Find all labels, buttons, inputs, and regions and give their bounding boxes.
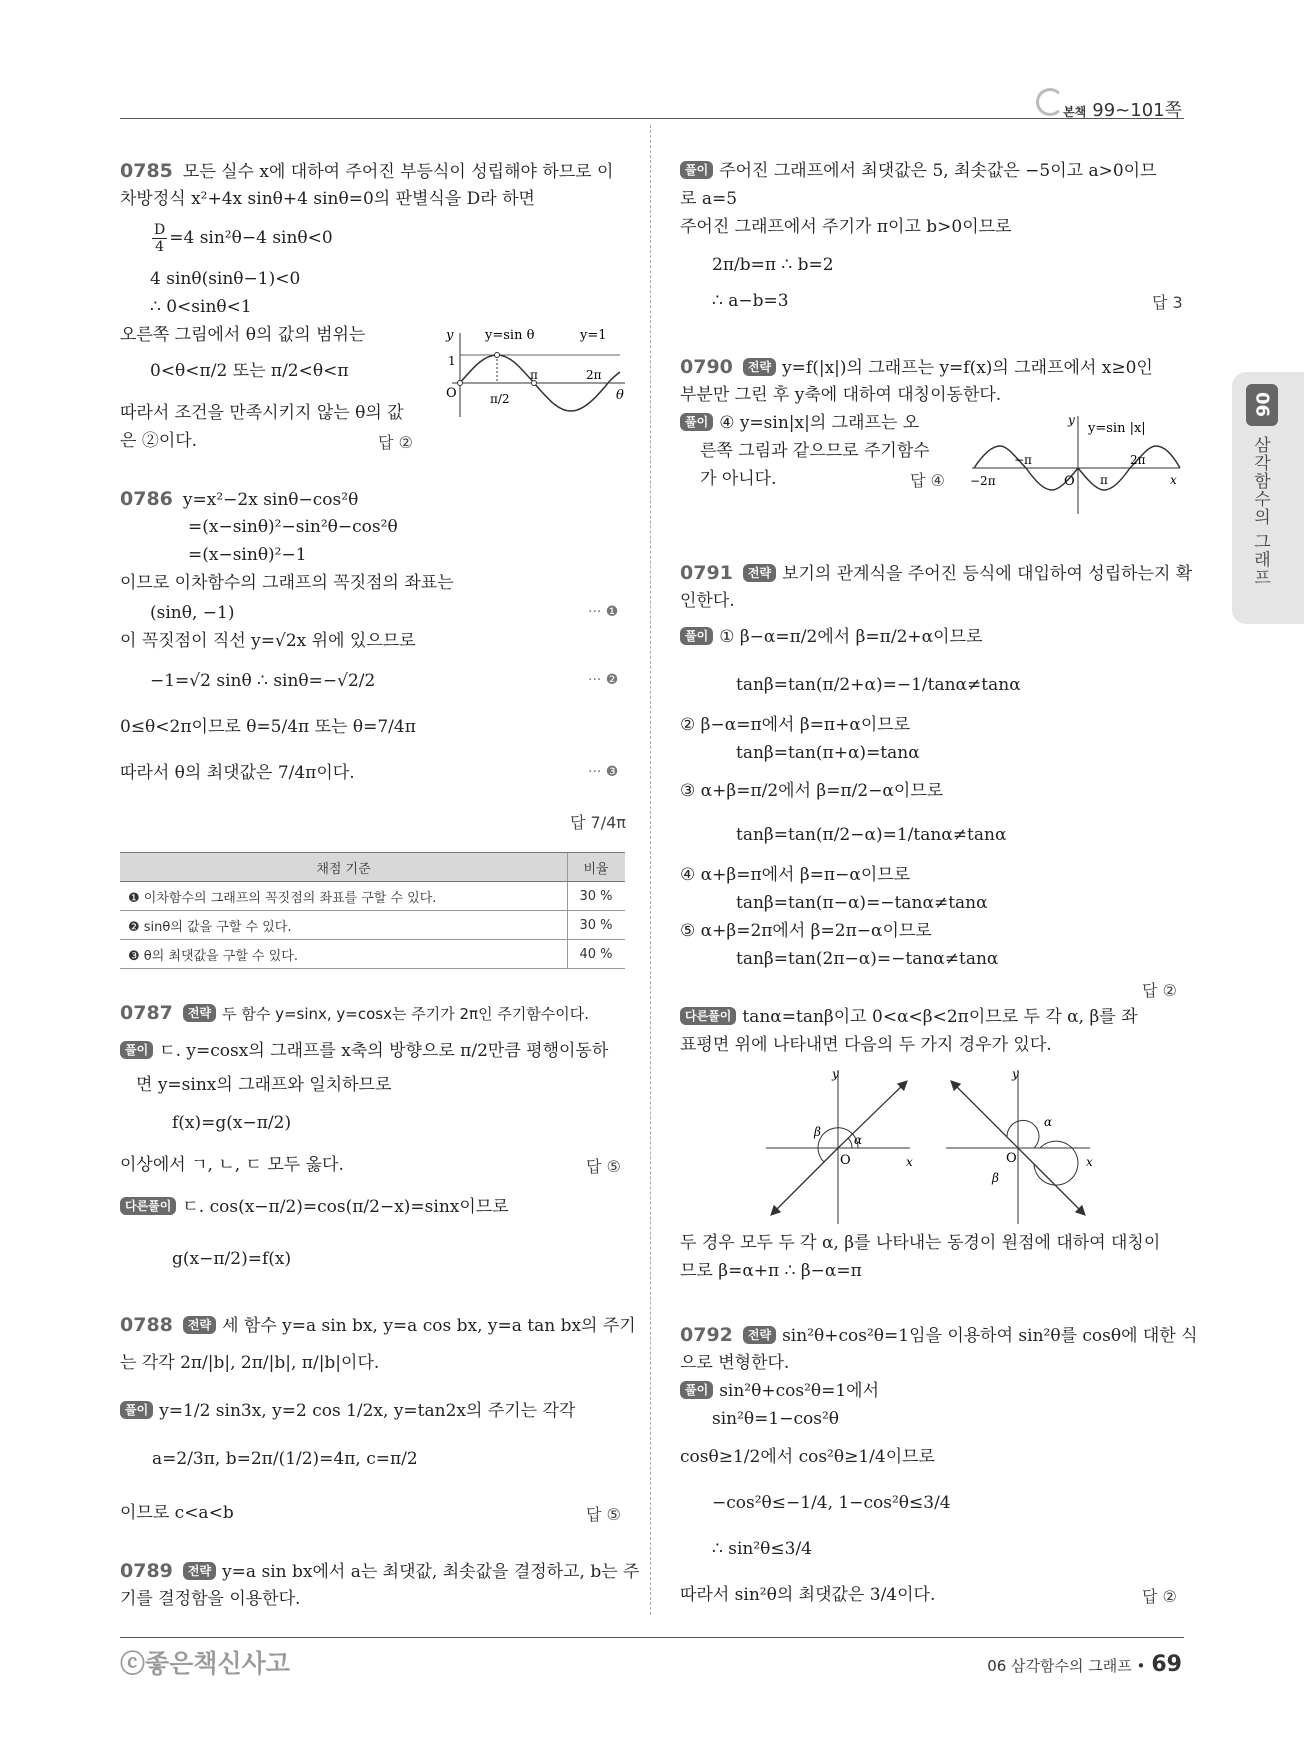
- graph-label-minus-pi: −π: [1014, 453, 1032, 467]
- publisher-logo: ⓒ좋은책신사고: [120, 1649, 290, 1678]
- open-point-origin: [458, 381, 463, 386]
- problem-0791-r2: ② β−α=π에서 β=π+α이므로: [680, 715, 911, 735]
- page-number: 69: [1151, 1652, 1182, 1677]
- graph-label-minus-2pi: −2π: [970, 474, 996, 488]
- problem-0785-line4: 따라서 조건을 만족시키지 않는 θ의 값: [120, 403, 404, 423]
- problem-0790-sol2: 른쪽 그림과 같으므로 주기함수: [700, 441, 930, 461]
- problem-0786-eq3: =(x−sinθ)²−1: [188, 545, 307, 565]
- problem-0791-r1e: tanβ=tan(π/2+α)=−1/tanα≠tanα: [736, 675, 1021, 695]
- marker-3: ··· ❸: [588, 764, 619, 780]
- arc-alpha: [848, 1138, 852, 1148]
- strategy-tag: 전략: [743, 564, 776, 582]
- answer-0790: 답 ④: [910, 471, 945, 490]
- problem-0791-r3e: tanβ=tan(π/2−α)=1/tanα≠tanα: [736, 825, 1007, 845]
- problem-0792-line1: 0792 전략 sin²θ+cos²θ=1임을 이용하여 sin²θ를 cosθ에 대한 식: [680, 1324, 1198, 1346]
- graph-label-line: y=1: [580, 328, 607, 343]
- answer-0789: 답 3: [1152, 293, 1183, 312]
- strategy-tag: 전략: [183, 1004, 216, 1022]
- problem-0786-line1: 0786 y=x²−2x sinθ−cos²θ: [120, 488, 359, 510]
- problem-0789-line1: 0789 전략 y=a sin bx에서 a는 최댓값, 최솟값을 결정하고, b는 주: [120, 1560, 640, 1582]
- graph-label-2pi: 2π: [1130, 453, 1146, 467]
- problem-0787-eq1: f(x)=g(x−π/2): [172, 1113, 292, 1133]
- grading-cell: ❸ θ의 최댓값을 구할 수 있다.: [120, 940, 568, 969]
- fig-label-origin: O: [840, 1153, 851, 1168]
- problem-0791-r5e: tanβ=tan(2π−α)=−tanα≠tanα: [736, 949, 999, 969]
- fig-label-y: y: [1012, 1067, 1019, 1081]
- problem-0791-alt3: 두 경우 모두 두 각 α, β를 나타내는 동경이 원점에 대하여 대칭이: [680, 1233, 1161, 1253]
- problem-0785-eq3: ∴ 0<sinθ<1: [150, 297, 252, 317]
- problem-0789-sol3: 주어진 그래프에서 주기가 π이고 b>0이므로: [680, 217, 1012, 237]
- grading-header-criteria: 채점 기준: [120, 853, 568, 882]
- solution-tag: 풀이: [680, 627, 713, 645]
- problem-0792-sol1: 풀이 sin²θ+cos²θ=1에서: [680, 1380, 879, 1402]
- grading-cell: ❷ sinθ의 값을 구할 수 있다.: [120, 911, 568, 940]
- problem-0792-conclusion: 따라서 sin²θ의 최댓값은 3/4이다.: [680, 1585, 936, 1605]
- problem-0791-alt1: 다른풀이 tanα=tanβ이고 0<α<β<2π이므로 두 각 α, β를 좌: [680, 1006, 1138, 1028]
- problem-0788-line1: 0788 전략 세 함수 y=a sin bx, y=a cos bx, y=a tan bx의 주기: [120, 1314, 636, 1336]
- problem-0791-alt4: 므로 β=α+π ∴ β−α=π: [680, 1261, 862, 1281]
- problem-0787-alt2: g(x−π/2)=f(x): [172, 1249, 292, 1269]
- problem-0785-eq4: 0<θ<π/2 또는 π/2<θ<π: [150, 361, 349, 381]
- fig-label-beta: β: [814, 1125, 821, 1139]
- answer-0791: 답 ②: [1142, 981, 1177, 1000]
- problem-0791-r3: ③ α+β=π/2에서 β=π/2−α이므로: [680, 781, 944, 801]
- fig-label-beta: β: [992, 1171, 999, 1185]
- answer-0785: 답 ②: [378, 433, 413, 452]
- marker-1: ··· ❶: [588, 604, 619, 620]
- problem-0785-line2: 차방정식 x²+4x sinθ+4 sinθ=0의 판별식을 D라 하면: [120, 189, 535, 209]
- angle-cases-figure: [760, 1064, 1100, 1224]
- problem-0788-eq1: a=2/3π, b=2π/(1/2)=4π, c=π/2: [152, 1449, 418, 1469]
- fig-label-alpha: α: [854, 1133, 863, 1147]
- footer-page-info: 06 삼각함수의 그래프 • 69: [987, 1652, 1182, 1677]
- sine-graph-figure: [440, 325, 630, 425]
- strategy-tag: 전략: [183, 1316, 216, 1334]
- problem-0785-line3: 오른쪽 그림에서 θ의 값의 범위는: [120, 325, 366, 345]
- grading-cell: 30 %: [568, 882, 626, 911]
- problem-0790-sol3: 가 아니다.: [700, 469, 777, 489]
- graph-label-origin: O: [1064, 474, 1075, 489]
- graph-label-y: y: [446, 328, 454, 343]
- solution-tag: 풀이: [120, 1401, 153, 1419]
- problem-0787-sol3: 이상에서 ㄱ, ㄴ, ㄷ 모두 옳다.: [120, 1155, 344, 1175]
- strategy-tag: 전략: [743, 1326, 776, 1344]
- table-row: [120, 882, 625, 911]
- problem-0791-r4: ④ α+β=π에서 β=π−α이므로: [680, 865, 911, 885]
- ray-beta: [772, 1148, 838, 1214]
- refresh-arrow-icon: [1036, 88, 1064, 116]
- problem-0791-r2e: tanβ=tan(π+α)=tanα: [736, 743, 920, 763]
- fig-label-y: y: [832, 1067, 839, 1081]
- problem-0785-line1: 0785 모든 실수 x에 대하여 주어진 부등식이 성립해야 하므로 이: [120, 160, 614, 182]
- grading-table: [120, 852, 625, 969]
- problem-0791-alt2: 표평면 위에 나타내면 다음의 두 가지 경우가 있다.: [680, 1035, 1052, 1055]
- problem-0785-eq2: 4 sinθ(sinθ−1)<0: [150, 269, 301, 289]
- graph-label-pi: π: [530, 368, 538, 382]
- graph-label-pi: π: [1100, 473, 1108, 487]
- grading-cell: 30 %: [568, 911, 626, 940]
- graph-label-one: 1: [448, 354, 456, 368]
- grading-table-header: [120, 853, 625, 882]
- problem-0789-eq1: 2π/b=π ∴ b=2: [712, 255, 834, 275]
- graph-label-theta: θ: [616, 388, 624, 403]
- sin-abs-graph-figure: [970, 410, 1185, 520]
- solution-tag: 풀이: [680, 413, 713, 431]
- problem-0789-eq2: ∴ a−b=3: [712, 291, 789, 311]
- problem-0785-eq1: $\frac{D}{4}$ =4 sin²θ−4 sinθ<0: [154, 222, 333, 255]
- answer-0788: 답 ⑤: [586, 1505, 621, 1524]
- answer-0792: 답 ②: [1142, 1587, 1177, 1606]
- header-page-ref: 본책 99~101쪽: [1063, 100, 1182, 121]
- problem-0786-line2: 이므로 이차함수의 그래프의 꼭짓점의 좌표는: [120, 573, 454, 593]
- solution-tag: 풀이: [680, 161, 713, 179]
- fig-label-x: x: [1086, 1155, 1093, 1169]
- problem-0792-line2: 으로 변형한다.: [680, 1353, 790, 1373]
- graph-label-2pi: 2π: [586, 368, 602, 382]
- problem-0791-r1: 풀이 ① β−α=π/2에서 β=π/2+α이므로: [680, 626, 982, 648]
- marker-2: ··· ❷: [588, 672, 619, 688]
- fig-label-alpha: α: [1044, 1115, 1053, 1129]
- problem-0792-eq4: ∴ sin²θ≤3/4: [712, 1539, 812, 1559]
- problem-0790-line2: 부분만 그린 후 y축에 대하여 대칭이동한다.: [680, 385, 1002, 405]
- ray-beta: [1018, 1148, 1084, 1214]
- problem-0792-eq3: −cos²θ≤−1/4, 1−cos²θ≤3/4: [712, 1493, 951, 1513]
- problem-0788-sol1: 풀이 y=1/2 sin3x, y=2 cos 1/2x, y=tan2x의 주기는 각각: [120, 1400, 575, 1422]
- problem-0789-sol2: 로 a=5: [680, 189, 738, 209]
- graph-label-fn: y=sin |x|: [1088, 421, 1146, 436]
- problem-0789-line2: 기를 결정함을 이용한다.: [120, 1589, 301, 1609]
- chapter-number: 06: [1246, 384, 1278, 426]
- graph-label-origin: O: [446, 386, 457, 401]
- problem-0785-line5: 은 ②이다.: [120, 431, 198, 451]
- problem-0786-eq4: (sinθ, −1): [150, 603, 235, 623]
- problem-0791-line2: 인한다.: [680, 591, 735, 611]
- problem-0786-line3: 이 꼭짓점이 직선 y=√2x 위에 있으므로: [120, 631, 416, 651]
- strategy-tag: 전략: [743, 358, 776, 376]
- problem-0790-sol1: 풀이 ④ y=sin|x|의 그래프는 오: [680, 412, 919, 434]
- problem-0787-alt1: 다른풀이 ㄷ. cos(x−π/2)=cos(π/2−x)=sinx이므로: [120, 1196, 509, 1218]
- grading-header-ratio: 비율: [568, 853, 626, 882]
- table-row: [120, 940, 625, 969]
- problem-0788-line2: 는 각각 2π/|b|, 2π/|b|, π/|b|이다.: [120, 1353, 380, 1373]
- answer-0786: 답 7/4π: [570, 813, 626, 832]
- ray-alpha: [952, 1082, 1018, 1148]
- grading-cell: 40 %: [568, 940, 626, 969]
- problem-0791-line1: 0791 전략 보기의 관계식을 주어진 등식에 대입하여 성립하는지 확: [680, 562, 1193, 584]
- arc-alpha: [1007, 1120, 1039, 1148]
- problem-0791-r5: ⑤ α+β=2π에서 β=2π−α이므로: [680, 921, 932, 941]
- problem-0787-line1: 0787 전략 두 함수 y=sinx, y=cosx는 주기가 2π인 주기함수이다.: [120, 1002, 590, 1024]
- alt-solution-tag: 다른풀이: [680, 1007, 736, 1025]
- graph-label-pi2: π/2: [490, 392, 510, 406]
- graph-label-y: y: [1068, 413, 1075, 427]
- problem-0787-sol1: 풀이 ㄷ. y=cosx의 그래프를 x축의 방향으로 π/2만큼 평행이동하: [120, 1040, 608, 1062]
- problem-0786-eq5: −1=√2 sinθ ∴ sinθ=−√2/2: [150, 671, 376, 691]
- solution-tag: 풀이: [680, 1381, 713, 1399]
- graph-label-fn: y=sin θ: [485, 328, 535, 343]
- grading-cell: ❶ 이차함수의 그래프의 꼭짓점의 좌표를 구할 수 있다.: [120, 882, 568, 911]
- case-1-diagram: [766, 1067, 913, 1224]
- fig-label-origin: O: [1006, 1151, 1017, 1166]
- case-2-diagram: [946, 1067, 1093, 1224]
- table-row: [120, 911, 625, 940]
- open-point: [495, 353, 500, 358]
- problem-0789-sol1: 풀이 주어진 그래프에서 최댓값은 5, 최솟값은 −5이고 a>0이므: [680, 160, 1157, 182]
- problem-0792-eq2: cosθ≥1/2에서 cos²θ≥1/4이므로: [680, 1447, 935, 1467]
- problem-0788-sol2: 이므로 c<a<b: [120, 1503, 234, 1523]
- problem-0786-eq2: =(x−sinθ)²−sin²θ−cos²θ: [188, 517, 398, 537]
- solution-tag: 풀이: [120, 1041, 153, 1059]
- strategy-tag: 전략: [183, 1562, 216, 1580]
- problem-0790-line1: 0790 전략 y=f(|x|)의 그래프는 y=f(x)의 그래프에서 x≥0인: [680, 356, 1153, 378]
- problem-0791-r4e: tanβ=tan(π−α)=−tanα≠tanα: [736, 893, 988, 913]
- problem-0792-eq1: sin²θ=1−cos²θ: [712, 1409, 839, 1429]
- chapter-title: 삼각함수의 그래프: [1250, 436, 1270, 587]
- footer-rule: [120, 1637, 1184, 1638]
- graph-label-x: x: [1170, 473, 1177, 487]
- problem-0786-eq6: 0≤θ<2π이므로 θ=5/4π 또는 θ=7/4π: [120, 717, 416, 737]
- header-rule: [120, 118, 1184, 119]
- column-divider: [650, 125, 651, 1615]
- fig-label-x: x: [906, 1155, 913, 1169]
- problem-0786-line4: 따라서 θ의 최댓값은 7/4π이다.: [120, 763, 355, 783]
- answer-0787: 답 ⑤: [586, 1157, 621, 1176]
- alt-solution-tag: 다른풀이: [120, 1197, 176, 1215]
- problem-0787-sol2: 면 y=sinx의 그래프와 일치하므로: [136, 1075, 392, 1095]
- chapter-side-tab: [1232, 372, 1304, 624]
